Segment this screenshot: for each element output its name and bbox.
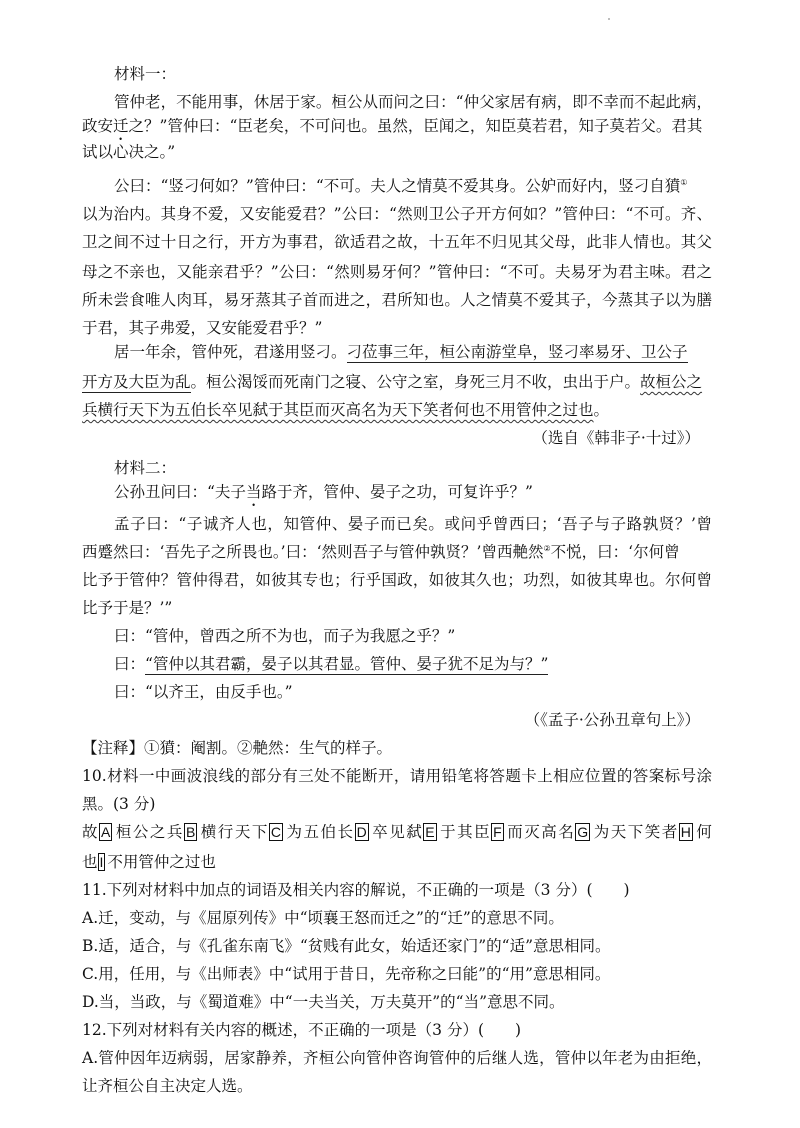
footnote-marker-2: ②: [543, 543, 551, 553]
scan-speck: [608, 18, 610, 20]
answer-box-A[interactable]: A: [101, 824, 111, 840]
q11-option-d[interactable]: D.当，当政，与《蜀道难》中“一夫当关，万夫莫开”的“当”意思不同。: [82, 993, 565, 1011]
m2-q3: 曰：“以齐王，由反手也。”: [114, 683, 293, 701]
annotation-notes: 【注释】①獖：阉割。②艴然：生气的样子。: [82, 739, 393, 757]
m1-p3-line2: 开方及大臣为乱。桓公渴馁而死南门之寝、公守之室，身死三月不收，虫出于户。故桓公之: [82, 373, 703, 391]
q10-segment-text: 何: [694, 823, 712, 841]
answer-box-F[interactable]: F: [493, 824, 502, 840]
m2-line1: 公孙丑问曰：“夫子当路于齐，管仲、晏子之功，可复许乎？”: [114, 483, 533, 501]
q10-segment-text: 而灭高名: [505, 823, 576, 841]
material2-source: （《孟子·公孙丑章句上》）: [524, 711, 700, 729]
q11-stem: 11.下列对材料中加点的词语及相关内容的解说，不正确的一项是（3 分）( ): [82, 881, 630, 899]
answer-box-H[interactable]: H: [680, 824, 691, 840]
material2-heading: 材料二：: [114, 459, 177, 477]
q10-segment-text: 于其臣: [438, 823, 492, 841]
q12-option-a-line2[interactable]: 让齐桓公自主决定人选。: [82, 1077, 253, 1095]
m2-q2: 曰：“管仲以其君霸，晏子以其君显。管仲、晏子犹不足为与？”: [114, 655, 549, 673]
wavy-passage: 故桓公之: [640, 373, 703, 391]
q10-segment-text: 桓公之兵: [114, 823, 184, 841]
answer-box-B[interactable]: B: [185, 824, 196, 840]
m2-p2-line1: 孟子曰：“子诚齐人也，知管仲、晏子而已矣。或问乎曾西曰；‘吾子与子路孰贤？’曾: [114, 515, 712, 533]
answer-box-G[interactable]: G: [577, 824, 589, 840]
m1-p1-line2: 政安迁之？”管仲曰：“臣老矣，不可问也。虽然，臣闻之，知臣莫若君，知子莫若父。君其: [82, 117, 703, 135]
q10-segment-text: 为五伯长: [284, 823, 355, 841]
m2-p2-line4: 比予于是？’”: [82, 599, 173, 617]
m1-p1-line3: 试以心决之。”: [82, 143, 176, 161]
answer-box-C[interactable]: C: [270, 824, 281, 840]
dotted-word-dang: 当: [245, 483, 262, 501]
underlined-passage-1: 刁莅事三年，桓公南游堂阜，竖刁率易牙、卫公子: [346, 343, 688, 361]
dotted-word-qian: 迁: [113, 117, 129, 135]
m1-p2-line1: 公曰：“竖刁何如？”管仲曰：“不可。夫人之情莫不爱其身。公妒而好内，竖刁自獖①: [114, 177, 688, 195]
m1-p2-line5: 所未尝食唯人肉耳，易牙蒸其子首而进之，君所知也。人之情莫不爱其子，今蒸其子以为膳: [82, 291, 712, 309]
m2-q1: 曰：“管仲，曾西之所不为也，而子为我愿之乎？”: [114, 627, 456, 645]
m1-p3-line3: 兵横行天下为五伯长卒见弑于其臣而灭高名为天下笑者何也不用管仲之过也。: [82, 401, 610, 419]
q10-stem-line1: 10.材料一中画波浪线的部分有三处不能断开，请用铅笔将答题卡上相应位置的答案标号涂: [82, 767, 712, 785]
m2-p2-line2: 西蹙然曰：‘吾先子之所畏也。’曰：‘然则吾子与管仲孰贤？’曾西艴然②不悦，曰：‘尔何曾: [82, 543, 680, 561]
q11-option-c[interactable]: C.用，任用，与《出师表》中“试用于昔日，先帝称之曰能”的“用”意思相同。: [82, 965, 611, 983]
answer-box-I[interactable]: I: [99, 854, 104, 870]
underlined-passage-1-cont: 开方及大臣为乱: [82, 373, 191, 391]
m1-p2-line4: 母之不亲也，又能亲君乎？”公曰：“然则易牙何？”管仲曰：“不可。夫易牙为君主味。君之: [82, 263, 712, 281]
q10-segment-text: 横行天下: [199, 823, 269, 841]
wavy-passage-cont: 兵横行天下为五伯长卒见弑于其臣而灭高名为天下笑者何也不用管仲之过也: [82, 401, 594, 419]
q10-segment-text: 为天下笑者: [592, 823, 679, 841]
q10-answer-options-line2: 也 I 不用管仲之过也: [82, 853, 216, 871]
m1-p3-line1: 居一年余，管仲死，君遂用竖刁。刁莅事三年，桓公南游堂阜，竖刁率易牙、卫公子: [114, 343, 688, 361]
footnote-marker-1: ①: [680, 177, 688, 187]
m1-p2-line6: 于君，其子弗爱，又安能爱君乎？”: [82, 319, 323, 337]
q12-option-a-line1[interactable]: A.管仲因年迈病弱，居家静养，齐桓公向管仲咨询管仲的后继人选，管仲以年老为由拒绝，: [82, 1049, 712, 1067]
q12-stem: 12.下列对材料有关内容的概述，不正确的一项是（3 分）( ): [82, 1021, 522, 1039]
q10-stem-line2: 黑。(3 分): [82, 795, 156, 813]
m1-p2-line2: 以为治内。其身不爱，又安能爱君？”公曰：“然则卫公子开方何如？”管仲曰：“不可。齐、: [82, 205, 712, 223]
m2-p2-line3: 比予于管仲？管仲得君，如彼其专也；行乎国政，如彼其久也；功烈，如彼其卑也。尔何曾: [82, 571, 712, 589]
m1-p2-line3: 卫之间不过十日之行，开方为事君，欲适君之故，十五年不归见其父母，此非人情也。其父: [82, 233, 712, 251]
q10-segment-text: 故: [82, 823, 100, 841]
answer-box-E[interactable]: E: [425, 824, 435, 840]
q10-answer-options: [82, 822, 712, 842]
material1-source: （选自《韩非子·十过》）: [532, 429, 700, 447]
answer-box-D[interactable]: D: [356, 824, 367, 840]
q11-option-a[interactable]: A.迁，变动，与《屈原列传》中“顷襄王怒而迁之”的“迁”的意思不同。: [82, 909, 564, 927]
material1-heading: 材料一：: [114, 65, 177, 83]
q10-segment-text: 卒见弑: [370, 823, 424, 841]
underlined-passage-2: “管仲以其君霸，晏子以其君显。管仲、晏子犹不足为与？”: [145, 655, 549, 673]
q11-option-b[interactable]: B.适，适合，与《孔雀东南飞》“贫贱有此女，始适还家门”的“适”意思相同。: [82, 937, 611, 955]
m1-p1-line1: 管仲老，不能用事，休居于家。桓公从而问之曰：“仲父家居有病，即不幸而不起此病，: [114, 93, 712, 111]
